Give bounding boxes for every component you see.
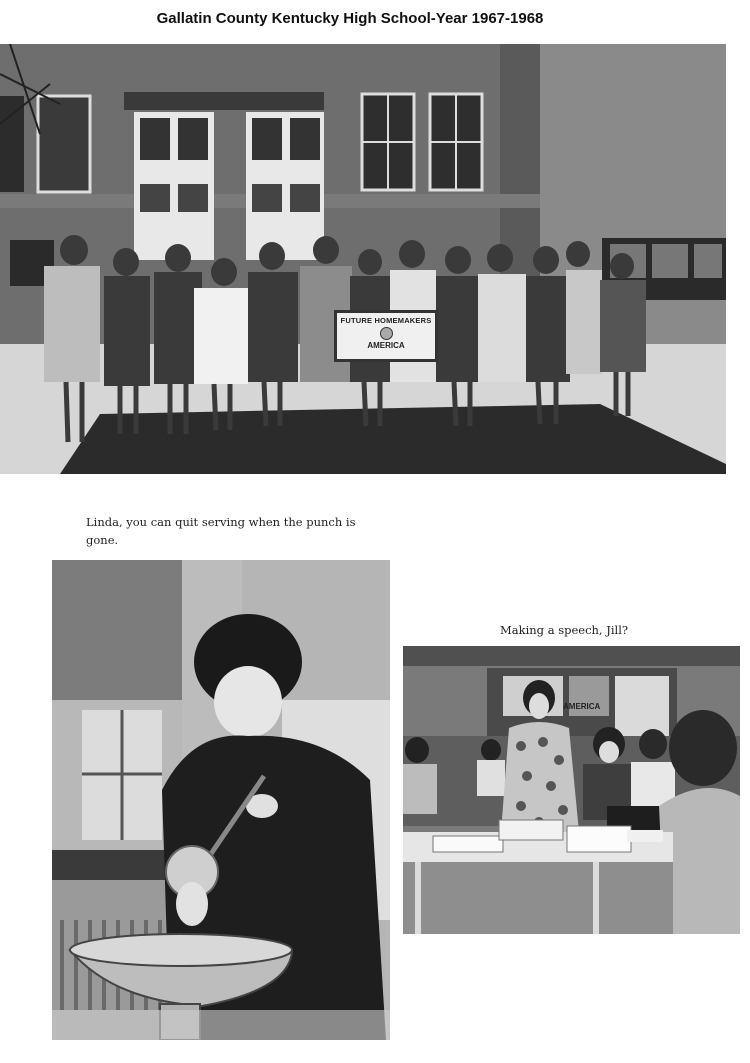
poster-text: AMERICA [563,702,601,711]
punch-photo-illustration [52,560,390,1040]
caption-punch: Linda, you can quit serving when the punch is gone. [86,515,356,547]
emblem-icon [380,327,393,340]
banner-line-1: FUTURE HOMEMAKERS [340,316,432,325]
page-title: Gallatin County Kentucky High School-Year 1967-1968 [156,10,544,27]
banner [334,310,438,362]
classroom-photo-illustration [403,646,740,934]
punch-photo [52,560,390,1040]
caption-speech: Making a speech, Jill? [500,623,629,637]
group-photo-illustration [0,44,726,474]
classroom-photo [403,646,740,934]
banner-line-2: AMERICA [367,341,405,350]
group-photo [0,44,726,474]
